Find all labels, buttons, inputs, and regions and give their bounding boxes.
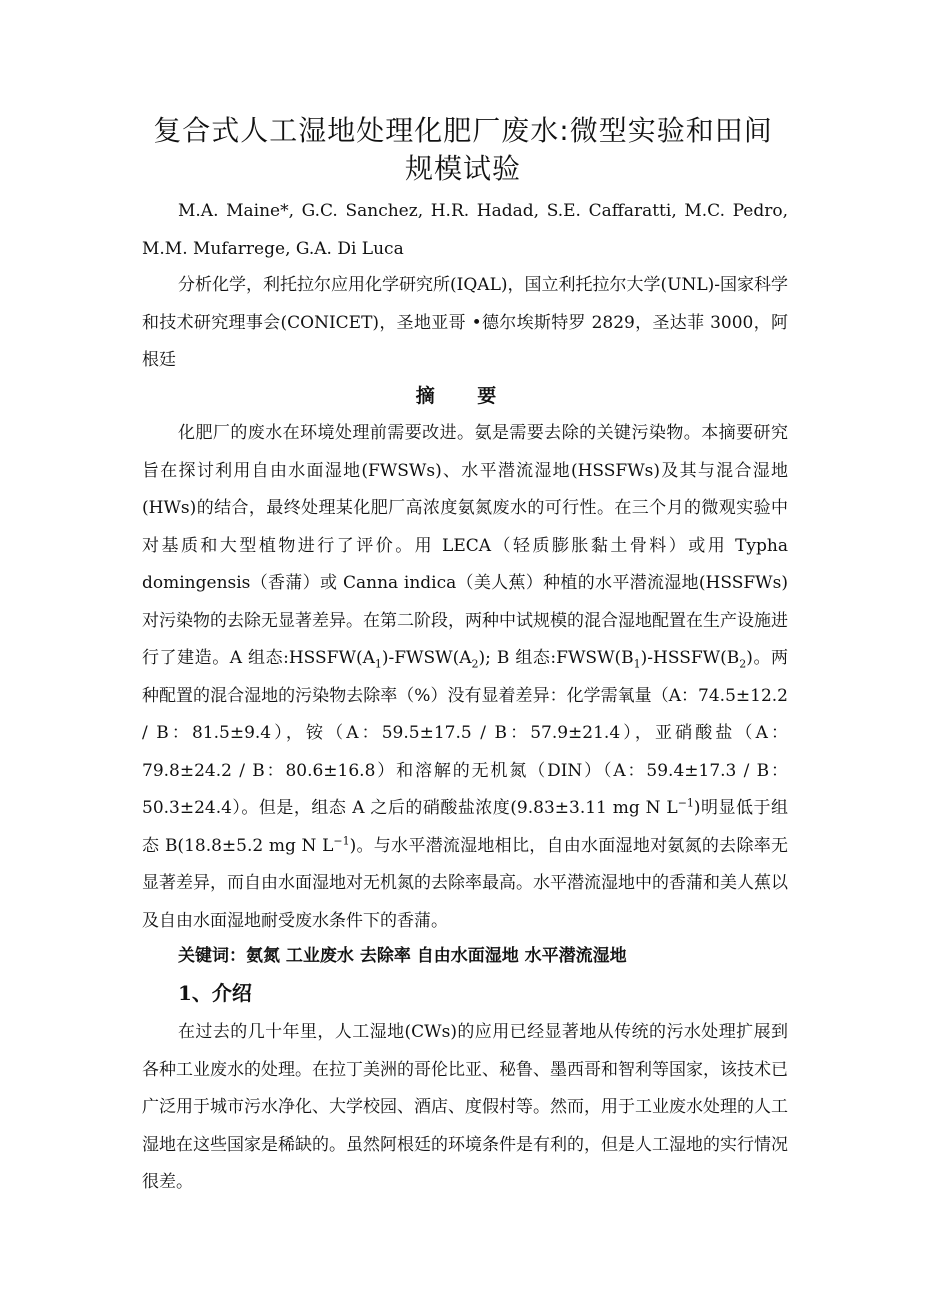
config-b-label: ); B 组态:FWSW(B	[478, 648, 634, 668]
affiliation: 分析化学，利托拉尔应用化学研究所(IQAL)，国立利托拉尔大学(UNL)-国家科学和技术研究理事会(CONICET)，圣地亚哥 •德尔埃斯特罗 2829，圣达菲 3000，阿根廷	[142, 275, 788, 370]
abstract-body	[142, 415, 788, 940]
introduction-paragraph: 在过去的几十年里，人工湿地(CWs)的应用已经显著地从传统的污水处理扩展到各种工业废水的处理。在拉丁美洲的哥伦比亚、秘鲁、墨西哥和智利等国家，该技术已广泛用于城市污水净化、大学校园、酒店、度假村等。然而，用于工业废水处理的人工湿地在这些国家是稀缺的。虽然阿根廷的环境条件是有利的，但是人工湿地的实行情况很差。	[142, 1022, 788, 1192]
abstract-text-1: 化肥厂的废水在环境处理前需要改进。氨是需要去除的关键污染物。本摘要研究旨在探讨利用自由水面湿地(FWSWs)、水平潜流湿地(HSSFWs)及其与混合湿地(HWs)的结合，最终处理某化肥厂高浓度氨氮废水的可行性。在三个月的微观实验中对基质和大型植物进行了评价。用 LECA（轻质膨胀黏土骨料）或用 Typha domingensis（香蒲）或 Canna indica（美人蕉）种植的水平潜流湿地(HSSFWs)对污染物的去除无显著差异。在第二阶段，两种中试规模的混合湿地配置在生产设施进行了建造。	[142, 423, 788, 668]
config-a-label: A 组态:HSSFW(A	[229, 648, 375, 668]
author-list: M.A. Maine*, G.C. Sanchez, H.R. Hadad, S.E. Caffaratti, M.C. Pedro, M.M. Mufarrege, G.A. Di Luca	[142, 201, 788, 259]
subscript-a2: 2	[471, 657, 479, 671]
keywords: 关键词：氨氮 工业废水 去除率 自由水面湿地 水平潜流湿地	[178, 946, 627, 966]
subscript-a1: 1	[374, 657, 382, 671]
subscript-b1: 1	[633, 657, 641, 671]
config-end: )。	[746, 648, 772, 668]
superscript-2: −1	[333, 833, 350, 847]
config-b-mid: )-HSSFW(B	[640, 648, 740, 668]
subscript-b2: 2	[739, 657, 747, 671]
superscript-1: −1	[677, 796, 694, 810]
abstract-text-3: )明显低于组态 B(18.8±5.2 mg N L	[142, 798, 788, 856]
abstract-text-4: )。与水平潜流湿地相比，自由水面湿地对氨氮的去除率无显著差异，而自由水面湿地对无机氮的去除率最高。水平潜流湿地中的香蒲和美人蕉以及自由水面湿地耐受废水条件下的香蒲。	[142, 835, 788, 931]
section-heading-introduction: 1、介绍	[178, 981, 252, 1005]
abstract-heading: 摘 要	[415, 385, 515, 407]
abstract-text-2: 两种配置的混合湿地的污染物去除率（%）没有显着差异：化学需氧量（A：74.5±12.2 / B：81.5±9.4），铵（A：59.5±17.5 / B：57.9±21.4），亚硝酸盐（A：79.8±24.2 / B：80.6±16.8）和溶解的无机氮（DIN）（A：59.4±17.3 / B：50.3±24.4）。但是，组态 A 之后的硝酸盐浓度(9.83±3.11 mg N L	[142, 648, 789, 818]
config-a-mid: )-FWSW(A	[381, 648, 472, 668]
paper-title: 复合式人工湿地处理化肥厂废水:微型实验和田间规模试验	[153, 114, 773, 185]
